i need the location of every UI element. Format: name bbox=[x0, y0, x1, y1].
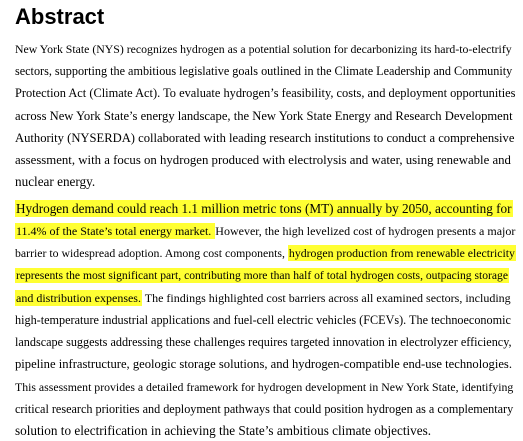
text-segment: critical research priorities and deployment pathways that could position hydrogen as a complementary bbox=[15, 402, 514, 417]
text-line bbox=[15, 379, 513, 395]
text-segment: However, the high levelized cost of hydrogen presents a major bbox=[215, 224, 516, 239]
text-line bbox=[15, 201, 513, 217]
text-segment: Authority (NYSERDA) collaborated with leading research institutions to conduct a comprehensive bbox=[15, 130, 515, 145]
text-line bbox=[15, 334, 512, 350]
highlighted-text: 11.4% of the State’s total energy market. bbox=[16, 224, 215, 239]
text-segment: solution to electrification in achieving the State’s ambitious climate objectives. bbox=[15, 423, 432, 439]
text-line bbox=[15, 108, 513, 124]
highlighted-text: represents the most significant part, contributing more than half of total hydrogen costs, outpacing storage bbox=[16, 268, 508, 282]
text-line bbox=[15, 423, 431, 439]
text-line bbox=[15, 245, 516, 261]
text-segment: The findings highlighted cost barriers across all examined sectors, including bbox=[141, 290, 511, 305]
text-segment: high-temperature industrial applications and fuel-cell electric vehicles (FCEVs). The technoeconomic bbox=[15, 313, 511, 327]
text-segment: pipeline infrastructure, geologic storage solutions, and hydrogen-compatible end-use technologies. bbox=[15, 357, 512, 372]
text-segment: across New York State’s energy landscape, the New York State Energy and Research Development bbox=[15, 108, 513, 123]
text-line bbox=[15, 174, 95, 190]
text-line bbox=[15, 356, 512, 372]
text-segment: This assessment provides a detailed framework for hydrogen development in New York State, identifying bbox=[15, 380, 514, 394]
highlighted-text: hydrogen production from renewable electricity bbox=[288, 246, 515, 261]
text-segment: assessment, with a focus on hydrogen produced with electrolysis and water, using renewable and bbox=[15, 153, 511, 167]
text-line bbox=[15, 130, 514, 146]
highlighted-text: and distribution expenses. bbox=[16, 290, 141, 305]
text-line bbox=[15, 401, 513, 417]
highlighted-text: Hydrogen demand could reach 1.1 million metric tons (MT) annually by 2050, accounting for bbox=[16, 201, 512, 216]
text-segment: sectors, supporting the ambitious legislative goals outlined in the Climate Leadership and Community bbox=[15, 64, 513, 79]
text-line bbox=[15, 223, 515, 239]
text-segment: Protection Act (Climate Act). To evaluate hydrogen’s feasibility, costs, and deployment opportunities bbox=[15, 86, 516, 101]
text-segment: New York State (NYS) recognizes hydrogen as a potential solution for decarbonizing its hard-to-electrify bbox=[15, 42, 512, 56]
text-line bbox=[15, 268, 509, 284]
abstract-heading: Abstract bbox=[15, 4, 105, 29]
text-segment: landscape suggests addressing these challenges requires targeted innovation in electrolyzer efficiency, bbox=[15, 335, 512, 350]
text-line bbox=[15, 63, 512, 79]
text-line bbox=[15, 85, 516, 101]
text-line bbox=[15, 312, 511, 328]
text-segment: barrier to widespread adoption. Among cost components, bbox=[15, 246, 288, 261]
text-segment: nuclear energy. bbox=[15, 174, 96, 190]
text-line bbox=[15, 41, 512, 57]
text-line bbox=[15, 152, 511, 168]
text-line bbox=[15, 290, 511, 306]
